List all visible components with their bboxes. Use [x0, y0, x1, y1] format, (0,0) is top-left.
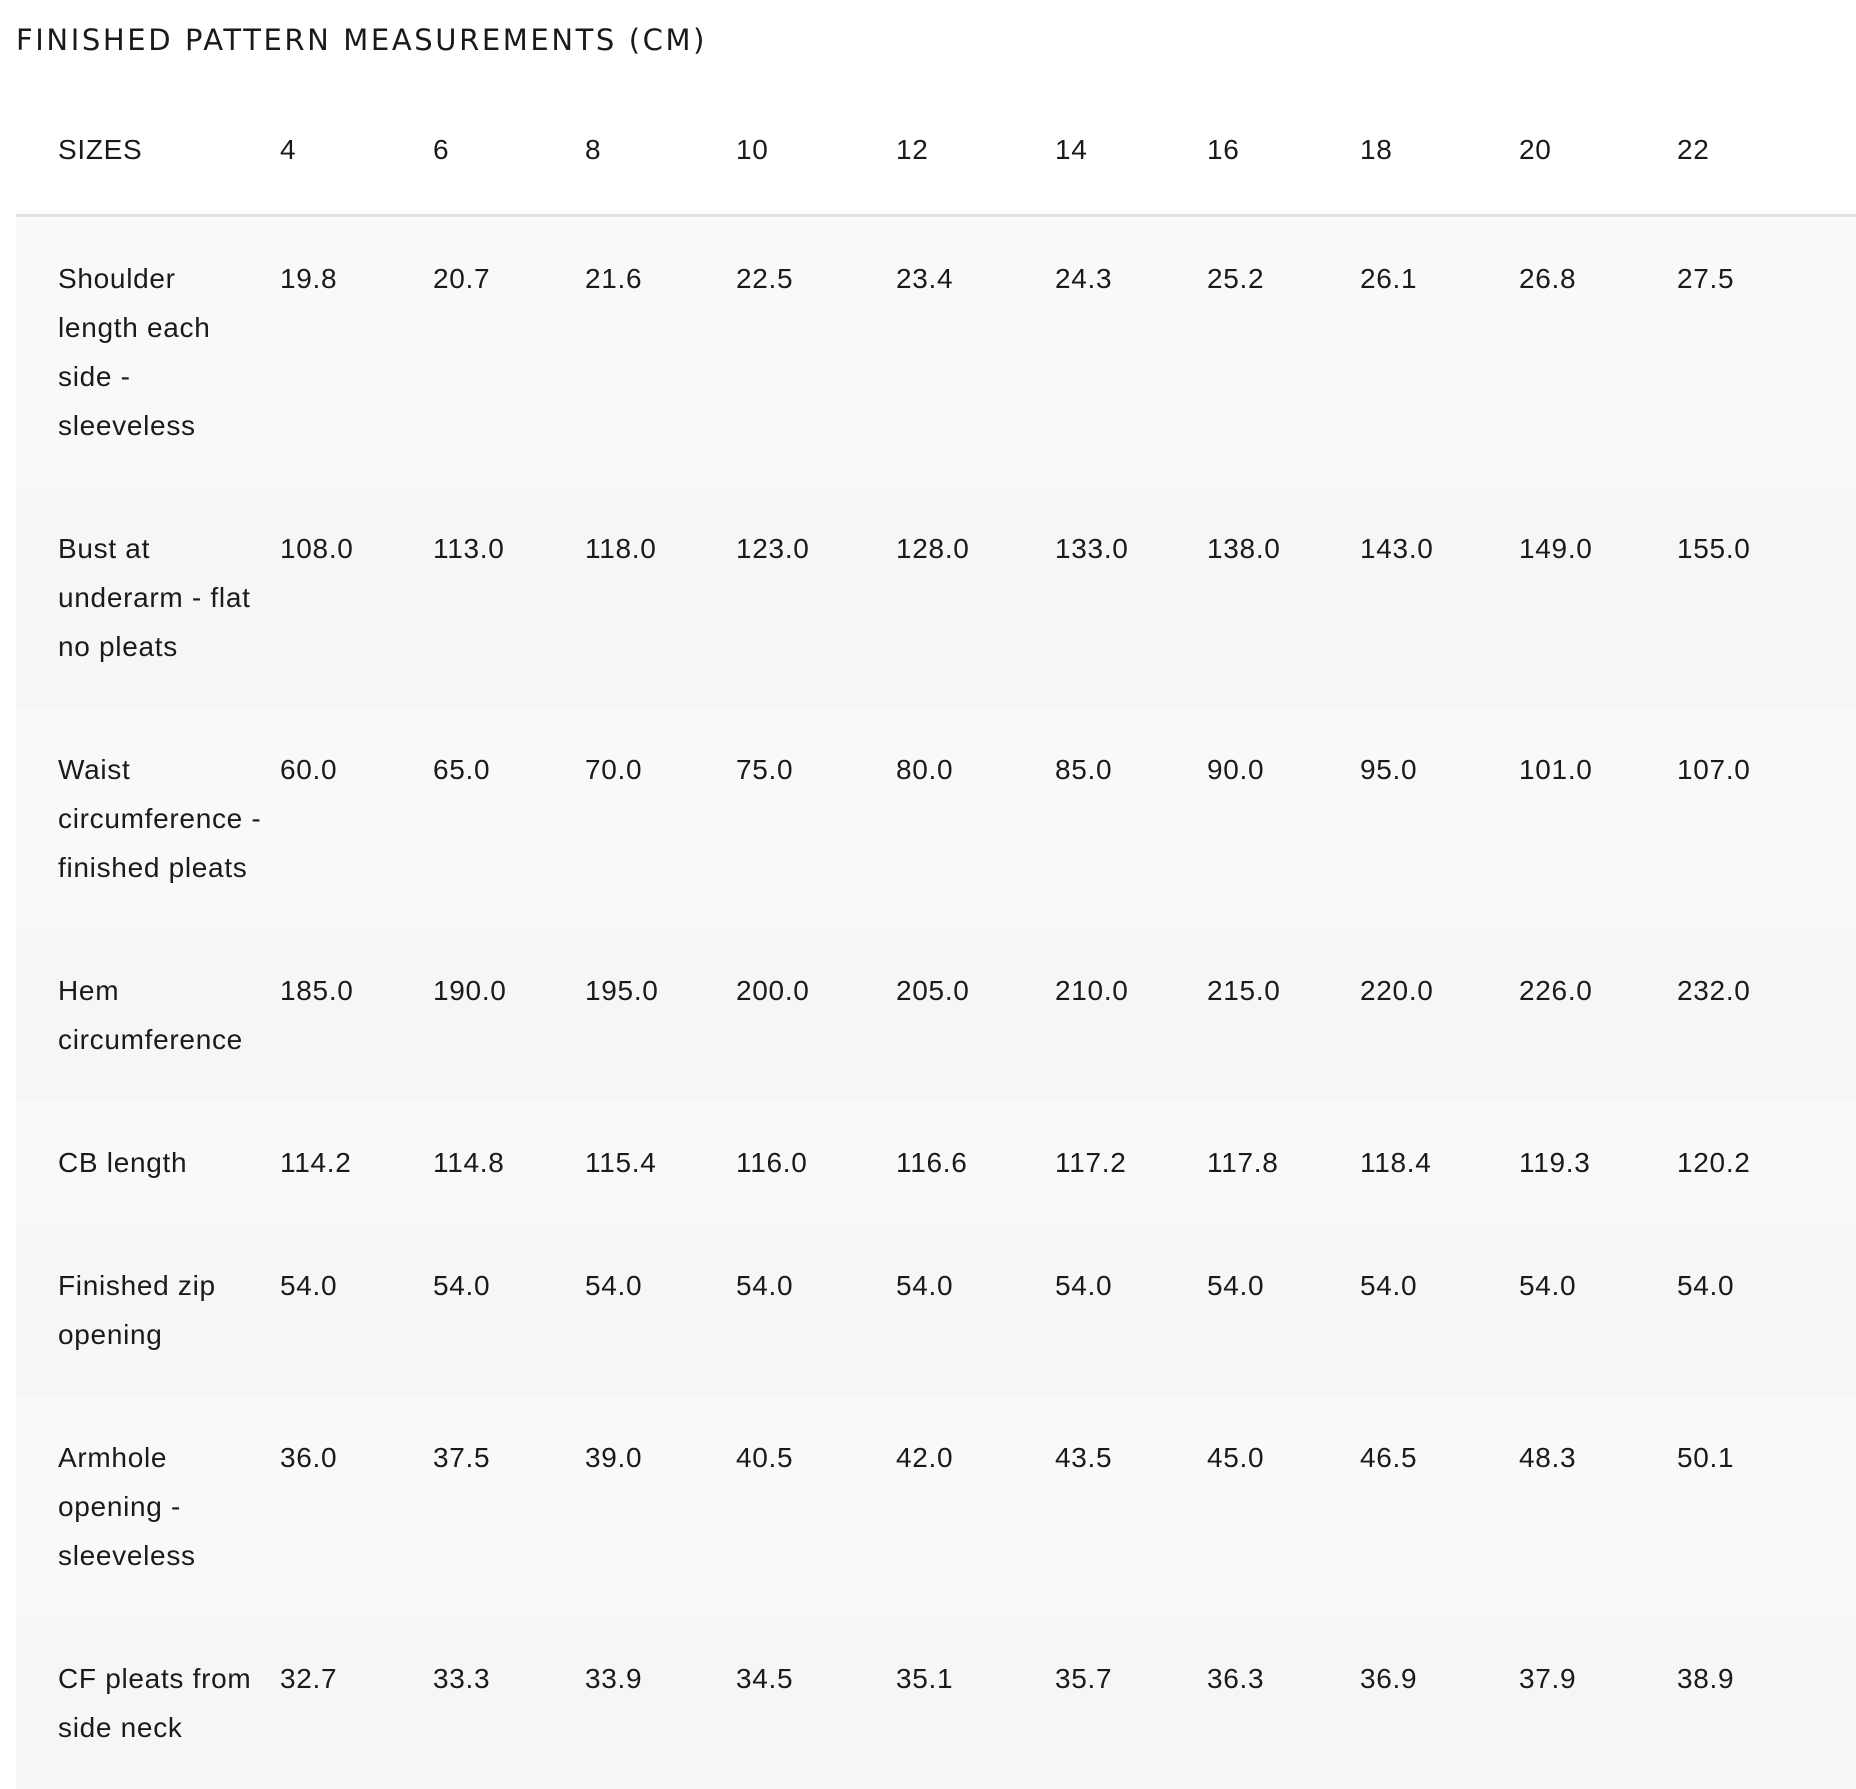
cell-value: 108.0	[280, 532, 354, 564]
cell-value: 85.0	[1055, 753, 1113, 785]
cell-value: 36.9	[1360, 1662, 1418, 1694]
cell-value: 149.0	[1519, 532, 1593, 564]
cell-value: 54.0	[585, 1269, 643, 1301]
cell-value: 25.2	[1207, 262, 1265, 294]
cell-value: 114.8	[433, 1146, 505, 1178]
cell-value: 48.3	[1519, 1441, 1577, 1473]
cell-value: 116.0	[736, 1146, 808, 1178]
header-size-18: 18	[1360, 134, 1393, 165]
cell-value: 54.0	[1207, 1269, 1265, 1301]
header-size-20: 20	[1519, 134, 1552, 165]
cell-value: 54.0	[1055, 1269, 1113, 1301]
cell-value: 123.0	[736, 532, 810, 564]
cell-value: 43.5	[1055, 1441, 1113, 1473]
cell-value: 35.7	[1055, 1662, 1113, 1694]
cell-value: 54.0	[1677, 1269, 1735, 1301]
header-sizes-label: SIZES	[58, 134, 143, 165]
cell-value: 26.1	[1360, 262, 1418, 294]
cell-value: 95.0	[1360, 753, 1418, 785]
cell-value: 54.0	[1519, 1269, 1577, 1301]
header-size-4: 4	[280, 134, 297, 165]
cell-value: 40.5	[736, 1441, 794, 1473]
row-label: CF pleats from side neck	[58, 1662, 252, 1743]
cell-value: 54.0	[896, 1269, 954, 1301]
header-size-10: 10	[736, 134, 769, 165]
cell-value: 101.0	[1519, 753, 1593, 785]
cell-value: 22.5	[736, 262, 794, 294]
cell-value: 118.4	[1360, 1146, 1432, 1178]
row-label: CB length	[58, 1146, 188, 1178]
header-size-12: 12	[896, 134, 929, 165]
cell-value: 54.0	[433, 1269, 491, 1301]
cell-value: 36.0	[280, 1441, 338, 1473]
cell-value: 60.0	[280, 753, 338, 785]
cell-value: 33.3	[433, 1662, 491, 1694]
cell-value: 54.0	[1360, 1269, 1418, 1301]
cell-value: 113.0	[433, 532, 505, 564]
cell-value: 35.1	[896, 1662, 954, 1694]
header-size-14: 14	[1055, 134, 1088, 165]
cell-value: 116.6	[896, 1146, 968, 1178]
cell-value: 220.0	[1360, 974, 1434, 1006]
cell-value: 133.0	[1055, 532, 1129, 564]
table-row-bust-at-underarm	[16, 487, 1856, 708]
cell-value: 117.8	[1207, 1146, 1279, 1178]
cell-value: 34.5	[736, 1662, 794, 1694]
cell-value: 21.6	[585, 262, 643, 294]
header-size-16: 16	[1207, 134, 1240, 165]
cell-value: 36.3	[1207, 1662, 1265, 1694]
table-row-cb-length	[16, 1101, 1856, 1224]
cell-value: 200.0	[736, 974, 810, 1006]
cell-value: 115.4	[585, 1146, 657, 1178]
row-label: Armhole opening - sleeveless	[58, 1441, 196, 1571]
cell-value: 39.0	[585, 1441, 643, 1473]
cell-value: 226.0	[1519, 974, 1593, 1006]
measurement-table-container	[16, 95, 1856, 1789]
table-row-waist-circumference	[16, 708, 1856, 929]
cell-value: 45.0	[1207, 1441, 1265, 1473]
cell-value: 210.0	[1055, 974, 1129, 1006]
cell-value: 26.8	[1519, 262, 1577, 294]
cell-value: 80.0	[896, 753, 954, 785]
cell-value: 143.0	[1360, 532, 1434, 564]
cell-value: 128.0	[896, 532, 970, 564]
cell-value: 33.9	[585, 1662, 643, 1694]
cell-value: 70.0	[585, 753, 643, 785]
cell-value: 23.4	[896, 262, 954, 294]
cell-value: 20.7	[433, 262, 491, 294]
cell-value: 50.1	[1677, 1441, 1735, 1473]
row-label: Bust at underarm - flat no pleats	[58, 532, 251, 662]
page-title: FINISHED PATTERN MEASUREMENTS (CM)	[16, 23, 708, 57]
cell-value: 90.0	[1207, 753, 1265, 785]
cell-value: 65.0	[433, 753, 491, 785]
cell-value: 38.9	[1677, 1662, 1735, 1694]
cell-value: 118.0	[585, 532, 657, 564]
cell-value: 37.5	[433, 1441, 491, 1473]
row-label: Finished zip opening	[58, 1269, 216, 1350]
header-size-8: 8	[585, 134, 602, 165]
table-row-armhole-opening	[16, 1396, 1856, 1617]
cell-value: 232.0	[1677, 974, 1751, 1006]
cell-value: 215.0	[1207, 974, 1281, 1006]
cell-value: 19.8	[280, 262, 338, 294]
cell-value: 75.0	[736, 753, 794, 785]
cell-value: 120.2	[1677, 1146, 1751, 1178]
table-row-cf-pleats	[16, 1617, 1856, 1789]
table-row-finished-zip-opening	[16, 1224, 1856, 1396]
cell-value: 119.3	[1519, 1146, 1591, 1178]
table-row-hem-circumference	[16, 929, 1856, 1101]
table-header-row	[16, 95, 1856, 215]
cell-value: 24.3	[1055, 262, 1113, 294]
cell-value: 54.0	[280, 1269, 338, 1301]
cell-value: 155.0	[1677, 532, 1751, 564]
cell-value: 54.0	[736, 1269, 794, 1301]
cell-value: 27.5	[1677, 262, 1735, 294]
row-label: Hem circumference	[58, 974, 243, 1055]
cell-value: 107.0	[1677, 753, 1751, 785]
row-label: Waist circumference - finished pleats	[58, 753, 262, 883]
row-label: Shoulder length each side - sleeveless	[58, 262, 211, 441]
cell-value: 205.0	[896, 974, 970, 1006]
cell-value: 42.0	[896, 1441, 954, 1473]
table-row-shoulder-length	[16, 215, 1856, 487]
cell-value: 117.2	[1055, 1146, 1127, 1178]
cell-value: 195.0	[585, 974, 659, 1006]
cell-value: 37.9	[1519, 1662, 1577, 1694]
cell-value: 138.0	[1207, 532, 1281, 564]
header-size-6: 6	[433, 134, 450, 165]
cell-value: 185.0	[280, 974, 354, 1006]
cell-value: 190.0	[433, 974, 507, 1006]
cell-value: 32.7	[280, 1662, 338, 1694]
measurement-table	[16, 95, 1856, 1789]
header-size-22: 22	[1677, 134, 1710, 165]
cell-value: 114.2	[280, 1146, 352, 1178]
cell-value: 46.5	[1360, 1441, 1418, 1473]
